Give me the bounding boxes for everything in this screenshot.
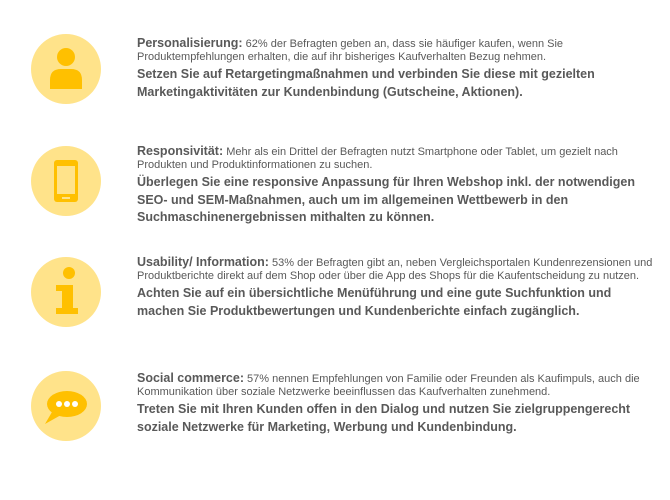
section-recommendation: Setzen Sie auf Retargetingmaßnahmen und verbinden Sie diese mit gezielten Marketingaktivitäten zur Kundenbindung (Gutscheine, Aktionen). — [137, 67, 595, 99]
section-social-commerce — [137, 372, 655, 436]
section-recommendation: Achten Sie auf ein übersichtliche Menüführung und eine gute Suchfunktion und machen Sie Produktbewertungen und Kundenberichte einfach zugänglich. — [137, 286, 612, 318]
section-intro: 62% der Befragten geben an, dass sie häufiger kaufen, wenn Sie Produktempfehlungen erhalten, die auf ihr bisheriges Kaufverhalten Bezug nehmen. — [137, 38, 564, 63]
section-personalisierung — [137, 37, 655, 101]
smartphone-icon — [31, 146, 101, 216]
section-responsivitaet — [137, 145, 655, 227]
section-heading: Usability/ Information: — [137, 255, 269, 269]
section-intro: Mehr als ein Drittel der Befragten nutzt Smartphone oder Tablet, um gezielt nach Produkten und Produktinformationen zu suchen. — [137, 146, 618, 171]
section-intro: 53% der Befragten gibt an, neben Vergleichsportalen Kundenrezensionen und Produktberichte direkt auf dem Shop oder über die App des Shops für die Kaufentscheidung zu nutzen. — [137, 257, 653, 282]
section-recommendation: Treten Sie mit Ihren Kunden offen in den Dialog und nutzen Sie zielgruppengerecht soziale Netzwerke für Marketing, Werbung und Kundenbindung. — [137, 402, 631, 434]
section-intro: 57% nennen Empfehlungen von Familie oder Freunden als Kaufimpuls, auch die Kommunikation über soziale Netzwerke beeinflussen das Kaufverhalten zunehmend. — [137, 373, 640, 398]
speech-bubble-icon — [31, 371, 101, 441]
section-usability — [137, 256, 655, 320]
person-icon — [31, 34, 101, 104]
section-recommendation: Überlegen Sie eine responsive Anpassung für Ihren Webshop inkl. der notwendigen SEO- und SEM-Maßnahmen, auch um im allgemeinen Wettbewerb in den Suchmaschinenergebnissen mithalten zu können. — [137, 175, 636, 225]
info-icon — [31, 257, 101, 327]
section-heading: Personalisierung: — [137, 36, 243, 50]
section-heading: Social commerce: — [137, 371, 244, 385]
section-heading: Responsivität: — [137, 144, 224, 158]
